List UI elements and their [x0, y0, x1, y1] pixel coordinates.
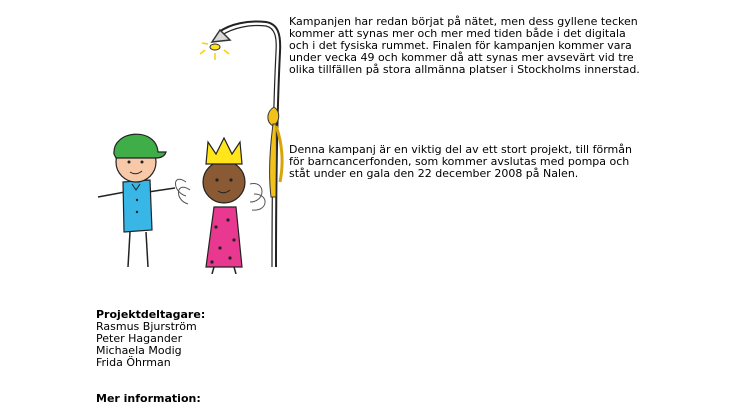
gold-ribbon-icon	[268, 107, 282, 197]
participants-heading: Projektdeltagare:	[96, 308, 206, 321]
girl-with-crown-icon	[176, 138, 266, 274]
participant-name: Peter Hagander	[96, 332, 183, 345]
more-info-heading: Mer information:	[96, 392, 201, 405]
participant-name: Rasmus Bjurström	[96, 320, 197, 333]
boy-in-cap-icon	[98, 134, 175, 267]
campaign-illustration	[90, 12, 290, 274]
participant-name: Michaela Modig	[96, 344, 182, 357]
campaign-paragraph-2: Denna kampanj är en viktig del av ett stort projekt, till förmån för barncancerfonden, som kommer avslutas med pompa och ståt under en gala den 22 december 2008 på Nalen.	[289, 143, 632, 181]
participant-name: Frida Öhrman	[96, 356, 171, 369]
campaign-paragraph-1: Kampanjen har redan börjat på nätet, men dess gyllene tecken kommer att synas mer och mer med tiden både i det digitala och i det fysiska rummet. Finalen för kampanjen kommer vara under vecka 49 och kommer då att synas mer avsevärt vid tre olika tillfällen på stora allmänna platser i Stockholms innerstad.	[289, 15, 640, 77]
